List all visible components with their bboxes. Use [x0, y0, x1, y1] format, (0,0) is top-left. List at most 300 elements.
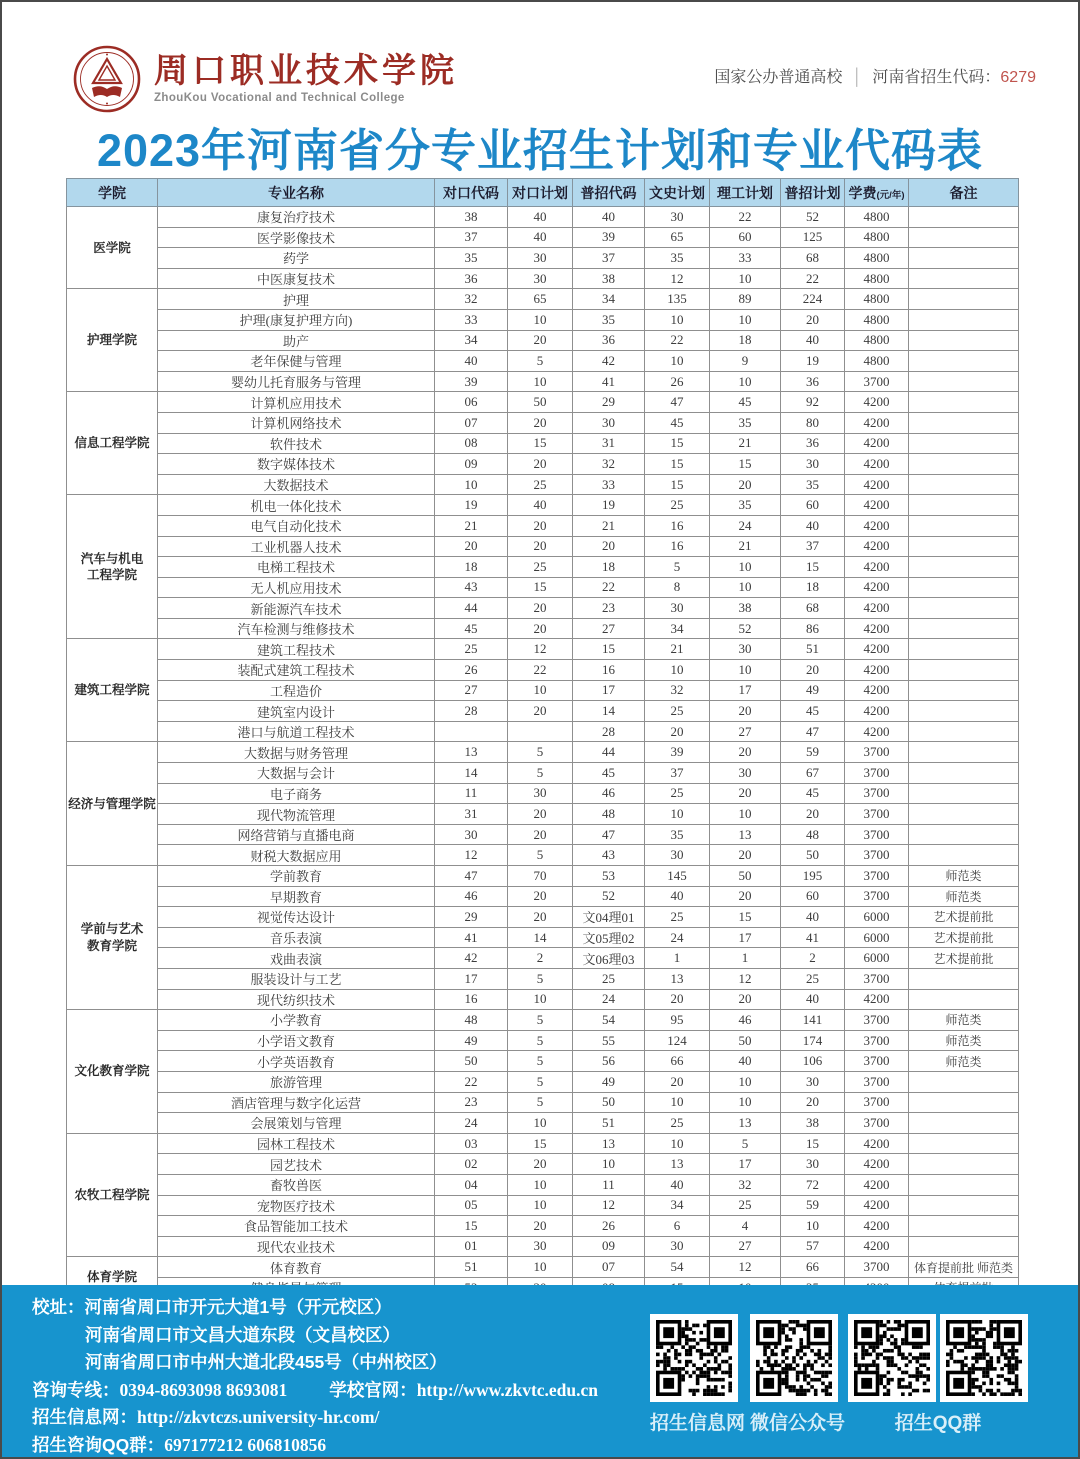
qq-line: 招生咨询QQ群：697177212 606810856	[32, 1434, 327, 1455]
table-row	[67, 1257, 1019, 1278]
value-cell: 20	[710, 845, 781, 866]
admission-site-url: http://zkvtczs.university-hr.com/	[137, 1407, 380, 1427]
value-cell: 4200	[845, 639, 909, 660]
value-cell: 4200	[845, 1216, 909, 1237]
value-cell: 42	[573, 351, 645, 372]
plan-table-wrap	[66, 178, 1018, 1298]
value-cell: 38	[435, 207, 508, 228]
school-website-url: http://www.zkvtc.edu.cn	[416, 1379, 599, 1400]
major-cell: 音乐表演	[158, 927, 435, 948]
value-cell: 22	[645, 330, 710, 351]
table-row	[67, 701, 1019, 722]
qr-label-admission-site: 招生信息网	[650, 1413, 746, 1434]
major-cell: 护理	[158, 289, 435, 310]
table-row	[67, 1051, 1019, 1072]
value-cell: 45	[435, 618, 508, 639]
value-cell: 07	[435, 412, 508, 433]
remark-cell	[909, 515, 1019, 536]
value-cell: 54	[645, 1257, 710, 1278]
value-cell: 145	[645, 866, 710, 887]
value-cell: 4200	[845, 989, 909, 1010]
value-cell: 65	[508, 289, 573, 310]
remark-cell	[909, 680, 1019, 701]
remark-cell	[909, 1174, 1019, 1195]
value-cell: 30	[645, 1236, 710, 1257]
value-cell: 40	[710, 1051, 781, 1072]
value-cell: 40	[508, 227, 573, 248]
value-cell: 5	[508, 1030, 573, 1051]
value-cell: 5	[508, 1092, 573, 1113]
value-cell: 25	[645, 495, 710, 516]
table-row	[67, 268, 1019, 289]
value-cell: 17	[710, 1154, 781, 1175]
college-cell: 建筑工程学院	[67, 639, 158, 742]
table-row	[67, 989, 1019, 1010]
value-cell: 20	[781, 804, 845, 825]
value-cell: 35	[645, 824, 710, 845]
col-header-dk-code: 对口代码	[435, 179, 508, 207]
table-row	[67, 536, 1019, 557]
school-name-block	[154, 54, 458, 105]
value-cell: 23	[435, 1092, 508, 1113]
school-name: 周口职业技术学院	[154, 52, 458, 90]
major-cell: 医学影像技术	[158, 227, 435, 248]
major-cell: 中医康复技术	[158, 268, 435, 289]
value-cell: 03	[435, 1133, 508, 1154]
value-cell: 40	[573, 207, 645, 228]
table-row	[67, 618, 1019, 639]
value-cell: 30	[508, 248, 573, 269]
value-cell: 55	[573, 1030, 645, 1051]
value-cell: 12	[645, 268, 710, 289]
value-cell: 20	[508, 618, 573, 639]
value-cell: 4800	[845, 227, 909, 248]
value-cell: 38	[573, 268, 645, 289]
value-cell: 40	[508, 207, 573, 228]
value-cell: 12	[710, 968, 781, 989]
value-cell: 16	[645, 536, 710, 557]
badge-separator: │	[852, 69, 863, 86]
value-cell: 4200	[845, 392, 909, 413]
value-cell: 10	[508, 680, 573, 701]
value-cell: 3700	[845, 866, 909, 887]
value-cell: 3700	[845, 1113, 909, 1134]
major-cell: 计算机网络技术	[158, 412, 435, 433]
value-cell: 10	[710, 371, 781, 392]
remark-cell	[909, 371, 1019, 392]
remark-cell	[909, 1154, 1019, 1175]
value-cell: 20	[508, 598, 573, 619]
college-cell: 学前与艺术 教育学院	[67, 866, 158, 1010]
table-row	[67, 660, 1019, 681]
table-row	[67, 433, 1019, 454]
value-cell: 36	[573, 330, 645, 351]
value-cell: 18	[710, 330, 781, 351]
value-cell: 10	[710, 660, 781, 681]
value-cell: 24	[435, 1113, 508, 1134]
value-cell: 29	[435, 907, 508, 928]
value-cell: 50	[781, 845, 845, 866]
table-row	[67, 866, 1019, 887]
value-cell	[435, 721, 508, 742]
value-cell: 49	[573, 1071, 645, 1092]
table-row	[67, 351, 1019, 372]
table-row	[67, 680, 1019, 701]
value-cell: 23	[573, 598, 645, 619]
value-cell: 25	[710, 1195, 781, 1216]
value-cell: 54	[573, 1010, 645, 1031]
value-cell: 44	[435, 598, 508, 619]
value-cell: 3700	[845, 742, 909, 763]
remark-cell	[909, 618, 1019, 639]
value-cell: 19	[573, 495, 645, 516]
remark-cell	[909, 268, 1019, 289]
major-cell: 大数据技术	[158, 474, 435, 495]
page-title: 2023年河南省分专业招生计划和专业代码表	[96, 125, 984, 176]
remark-cell	[909, 454, 1019, 475]
remark-cell	[909, 598, 1019, 619]
value-cell: 16	[645, 515, 710, 536]
qr-admission-site	[650, 1314, 738, 1402]
value-cell: 20	[508, 515, 573, 536]
remark-cell	[909, 412, 1019, 433]
value-cell: 6000	[845, 907, 909, 928]
value-cell: 40	[781, 515, 845, 536]
remark-cell	[909, 1133, 1019, 1154]
value-cell: 3700	[845, 1092, 909, 1113]
table-row	[67, 721, 1019, 742]
value-cell: 22	[508, 660, 573, 681]
major-cell: 装配式建筑工程技术	[158, 660, 435, 681]
major-cell: 建筑室内设计	[158, 701, 435, 722]
value-cell: 25	[435, 639, 508, 660]
table-row	[67, 639, 1019, 660]
table-row	[67, 886, 1019, 907]
value-cell: 135	[645, 289, 710, 310]
remark-cell	[909, 557, 1019, 578]
value-cell: 3700	[845, 804, 909, 825]
value-cell: 10	[710, 577, 781, 598]
table-row	[67, 248, 1019, 269]
value-cell: 13	[710, 1113, 781, 1134]
major-cell: 会展策划与管理	[158, 1113, 435, 1134]
major-cell: 助产	[158, 330, 435, 351]
table-row	[67, 371, 1019, 392]
value-cell: 16	[435, 989, 508, 1010]
remark-cell	[909, 433, 1019, 454]
major-cell: 小学语文教育	[158, 1030, 435, 1051]
college-cell: 信息工程学院	[67, 392, 158, 495]
value-cell: 124	[645, 1030, 710, 1051]
value-cell: 35	[781, 474, 845, 495]
major-cell: 服装设计与工艺	[158, 968, 435, 989]
value-cell: 24	[573, 989, 645, 1010]
major-cell: 小学教育	[158, 1010, 435, 1031]
value-cell: 20	[710, 989, 781, 1010]
value-cell: 文04理01	[573, 907, 645, 928]
qr-wechat-official	[750, 1314, 838, 1402]
value-cell: 文06理03	[573, 948, 645, 969]
value-cell: 10	[508, 1195, 573, 1216]
value-cell: 33	[710, 248, 781, 269]
value-cell: 25	[645, 1113, 710, 1134]
major-cell: 工业机器人技术	[158, 536, 435, 557]
value-cell: 51	[573, 1113, 645, 1134]
table-row	[67, 1236, 1019, 1257]
value-cell: 4200	[845, 1195, 909, 1216]
value-cell: 27	[435, 680, 508, 701]
value-cell: 4200	[845, 660, 909, 681]
remark-cell	[909, 207, 1019, 228]
value-cell: 35	[710, 412, 781, 433]
table-row	[67, 1071, 1019, 1092]
value-cell: 6000	[845, 927, 909, 948]
value-cell: 20	[710, 783, 781, 804]
value-cell: 18	[573, 557, 645, 578]
value-cell: 20	[508, 1216, 573, 1237]
major-cell: 园林工程技术	[158, 1133, 435, 1154]
value-cell: 21	[710, 536, 781, 557]
value-cell: 2	[508, 948, 573, 969]
value-cell: 80	[781, 412, 845, 433]
major-cell: 数字媒体技术	[158, 454, 435, 475]
major-cell: 电气自动化技术	[158, 515, 435, 536]
major-cell: 计算机应用技术	[158, 392, 435, 413]
value-cell: 39	[435, 371, 508, 392]
value-cell: 4200	[845, 495, 909, 516]
table-row	[67, 1174, 1019, 1195]
value-cell: 47	[435, 866, 508, 887]
major-cell: 视觉传达设计	[158, 907, 435, 928]
value-cell: 4800	[845, 268, 909, 289]
value-cell: 20	[508, 701, 573, 722]
value-cell: 25	[645, 783, 710, 804]
value-cell: 30	[645, 207, 710, 228]
value-cell: 22	[781, 268, 845, 289]
major-cell: 体育教育	[158, 1257, 435, 1278]
value-cell: 10	[710, 557, 781, 578]
value-cell: 37	[573, 248, 645, 269]
value-cell: 72	[781, 1174, 845, 1195]
value-cell: 32	[710, 1174, 781, 1195]
table-row	[67, 412, 1019, 433]
value-cell: 57	[781, 1236, 845, 1257]
remark-cell	[909, 289, 1019, 310]
value-cell: 20	[781, 309, 845, 330]
value-cell: 20	[781, 660, 845, 681]
value-cell: 26	[573, 1216, 645, 1237]
school-badge	[714, 64, 1036, 120]
value-cell: 22	[710, 207, 781, 228]
value-cell: 5	[508, 351, 573, 372]
value-cell: 16	[573, 660, 645, 681]
value-cell: 3700	[845, 1071, 909, 1092]
remark-cell	[909, 1113, 1019, 1134]
value-cell: 47	[781, 721, 845, 742]
table-row	[67, 742, 1019, 763]
remark-cell	[909, 1236, 1019, 1257]
value-cell: 21	[645, 639, 710, 660]
value-cell: 47	[573, 824, 645, 845]
value-cell: 10	[508, 309, 573, 330]
value-cell: 15	[781, 1133, 845, 1154]
value-cell: 47	[645, 392, 710, 413]
value-cell: 27	[710, 721, 781, 742]
value-cell: 174	[781, 1030, 845, 1051]
value-cell: 01	[435, 1236, 508, 1257]
major-cell: 无人机应用技术	[158, 577, 435, 598]
table-row	[67, 1195, 1019, 1216]
value-cell: 3700	[845, 824, 909, 845]
value-cell: 39	[573, 227, 645, 248]
remark-cell: 艺术提前批	[909, 948, 1019, 969]
value-cell: 32	[573, 454, 645, 475]
value-cell: 10	[508, 371, 573, 392]
value-cell: 45	[781, 701, 845, 722]
value-cell: 19	[435, 495, 508, 516]
col-header-fee: 学费(元/年)	[845, 179, 909, 207]
value-cell: 4800	[845, 289, 909, 310]
value-cell: 30	[508, 1236, 573, 1257]
remark-cell	[909, 721, 1019, 742]
value-cell: 5	[508, 1071, 573, 1092]
value-cell: 35	[435, 248, 508, 269]
remark-cell	[909, 351, 1019, 372]
remark-cell	[909, 392, 1019, 413]
value-cell: 52	[573, 886, 645, 907]
major-cell: 汽车检测与维修技术	[158, 618, 435, 639]
value-cell: 3700	[845, 845, 909, 866]
value-cell: 51	[435, 1257, 508, 1278]
hotline-line: 咨询专线：0394-8693098 8693081 学校官网：http://www.zkvtc.edu.cn	[32, 1379, 599, 1400]
value-cell: 9	[710, 351, 781, 372]
value-cell: 10	[710, 1092, 781, 1113]
value-cell: 10	[508, 1174, 573, 1195]
table-row	[67, 392, 1019, 413]
value-cell: 15	[710, 454, 781, 475]
remark-cell: 体育提前批 师范类	[909, 1257, 1019, 1278]
value-cell: 20	[508, 454, 573, 475]
value-cell: 5	[645, 557, 710, 578]
remark-cell	[909, 989, 1019, 1010]
value-cell: 20	[710, 886, 781, 907]
value-cell: 04	[435, 1174, 508, 1195]
value-cell: 3700	[845, 1257, 909, 1278]
value-cell: 05	[435, 1195, 508, 1216]
value-cell: 11	[573, 1174, 645, 1195]
value-cell: 4200	[845, 474, 909, 495]
value-cell: 1	[645, 948, 710, 969]
value-cell: 4200	[845, 598, 909, 619]
address-line-1: 校址：河南省周口市开元大道1号（开元校区）	[32, 1297, 392, 1317]
value-cell: 20	[508, 536, 573, 557]
value-cell: 50	[710, 1030, 781, 1051]
value-cell: 6	[645, 1216, 710, 1237]
value-cell: 17	[710, 927, 781, 948]
value-cell: 41	[435, 927, 508, 948]
major-cell: 戏曲表演	[158, 948, 435, 969]
value-cell: 2	[781, 948, 845, 969]
value-cell: 10	[645, 309, 710, 330]
value-cell: 10	[710, 268, 781, 289]
table-row	[67, 968, 1019, 989]
major-cell: 大数据与会计	[158, 763, 435, 784]
value-cell: 4800	[845, 248, 909, 269]
value-cell: 20	[573, 536, 645, 557]
value-cell: 22	[435, 1071, 508, 1092]
remark-cell	[909, 1071, 1019, 1092]
value-cell: 32	[435, 289, 508, 310]
table-row	[67, 948, 1019, 969]
table-row	[67, 927, 1019, 948]
value-cell: 106	[781, 1051, 845, 1072]
value-cell: 60	[710, 227, 781, 248]
value-cell: 30	[508, 783, 573, 804]
value-cell: 46	[435, 886, 508, 907]
value-cell: 10	[435, 474, 508, 495]
major-cell: 财税大数据应用	[158, 845, 435, 866]
col-header-college: 学院	[67, 179, 158, 207]
value-cell: 20	[645, 1071, 710, 1092]
value-cell: 20	[508, 907, 573, 928]
school-logo-block	[72, 38, 458, 120]
remark-cell	[909, 577, 1019, 598]
value-cell: 4200	[845, 680, 909, 701]
remark-cell	[909, 536, 1019, 557]
value-cell: 15	[645, 474, 710, 495]
major-cell: 现代物流管理	[158, 804, 435, 825]
value-cell: 3700	[845, 968, 909, 989]
value-cell: 20	[508, 1154, 573, 1175]
remark-cell	[909, 330, 1019, 351]
remark-cell	[909, 701, 1019, 722]
value-cell: 92	[781, 392, 845, 413]
table-row	[67, 309, 1019, 330]
table-row	[67, 289, 1019, 310]
remark-cell	[909, 968, 1019, 989]
value-cell: 20	[781, 1092, 845, 1113]
school-seal-icon	[72, 44, 142, 114]
col-header-remark: 备注	[909, 179, 1019, 207]
value-cell: 59	[781, 742, 845, 763]
value-cell: 20	[508, 330, 573, 351]
table-row	[67, 907, 1019, 928]
value-cell: 5	[508, 742, 573, 763]
value-cell: 10	[710, 804, 781, 825]
value-cell: 12	[710, 1257, 781, 1278]
table-row	[67, 1133, 1019, 1154]
value-cell: 50	[573, 1092, 645, 1113]
value-cell: 12	[435, 845, 508, 866]
major-cell: 婴幼儿托育服务与管理	[158, 371, 435, 392]
table-row	[67, 495, 1019, 516]
value-cell: 20	[508, 804, 573, 825]
value-cell: 30	[710, 763, 781, 784]
value-cell: 10	[508, 989, 573, 1010]
col-header-ws-plan: 文史计划	[645, 179, 710, 207]
value-cell: 45	[645, 412, 710, 433]
table-row	[67, 1216, 1019, 1237]
value-cell: 33	[573, 474, 645, 495]
value-cell: 10	[781, 1216, 845, 1237]
value-cell: 40	[645, 886, 710, 907]
major-cell: 建筑工程技术	[158, 639, 435, 660]
value-cell: 5	[508, 763, 573, 784]
qr-qq-group-1	[848, 1314, 936, 1402]
value-cell: 39	[645, 742, 710, 763]
remark-cell	[909, 639, 1019, 660]
value-cell: 31	[435, 804, 508, 825]
